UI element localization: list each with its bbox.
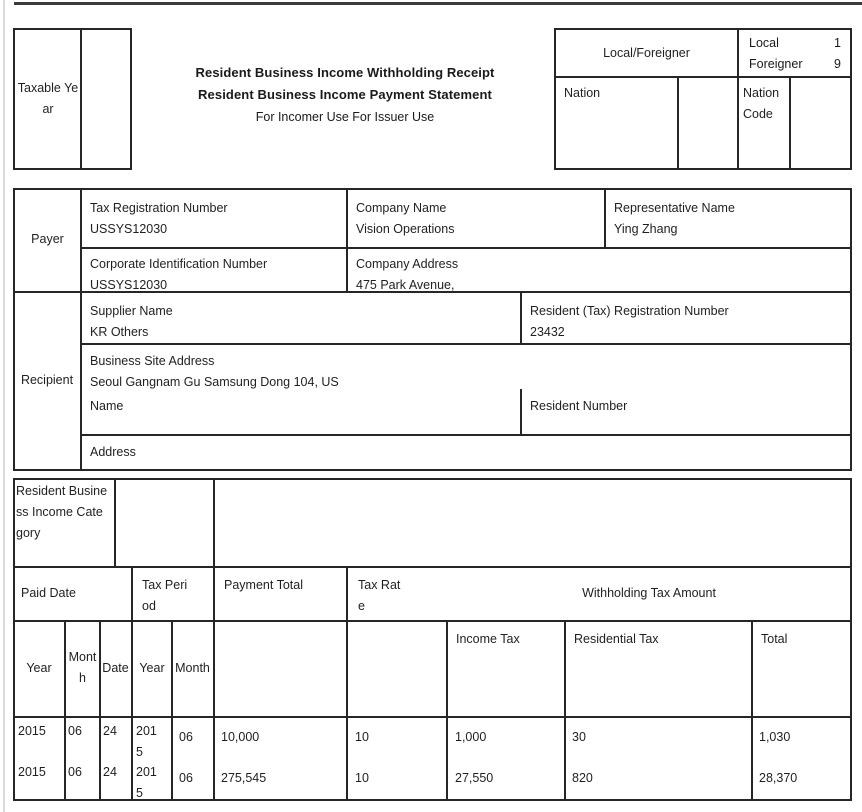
company-address-value[interactable]: 475 Park Avenue,: [356, 278, 455, 292]
cell-paid-year: 2015: [18, 724, 46, 738]
local-label: Local: [749, 36, 779, 50]
representative-name-field: [606, 193, 848, 247]
local-code: 1: [834, 36, 841, 50]
corporate-identification-number-value[interactable]: USSYS12030: [90, 278, 168, 292]
group-header-tax-rate: Tax Rate: [358, 578, 401, 613]
cell-payment-total: 275,545: [221, 771, 267, 785]
cell-total: 28,370: [759, 771, 798, 785]
cell-period-year: 2015: [136, 724, 157, 759]
representative-name-value[interactable]: Ying Zhang: [614, 222, 678, 236]
subheader-period-year: Year: [139, 660, 165, 675]
resident-number-label: Resident Number: [530, 399, 628, 413]
title-subtitle: For Incomer Use For Issuer Use: [255, 110, 435, 124]
col-divider-tax-period: [131, 566, 133, 799]
cell-paid-month: 06: [68, 724, 82, 738]
group-header-tax-period: Tax Period: [142, 578, 188, 613]
table-right-edge: [850, 566, 852, 799]
col-divider-tax-rate: [346, 566, 348, 799]
withholding-subheader-rule: [446, 620, 852, 622]
company-name-field: [348, 193, 602, 247]
cell-period-month: 06: [179, 771, 193, 785]
supplier-name-label: Supplier Name: [90, 304, 173, 318]
recipient-name-field: [82, 391, 518, 434]
representative-name-label: Representative Name: [614, 201, 735, 215]
cell-paid-date: 24: [103, 724, 117, 738]
recipient-name-label: Name: [90, 399, 124, 413]
company-name-label: Company Name: [356, 201, 447, 215]
business-site-address-label: Business Site Address: [90, 354, 215, 368]
corporate-identification-number-label: Corporate Identification Number: [90, 257, 268, 271]
cell-paid-month: 06: [68, 765, 82, 779]
category-block-right-edge: [850, 478, 852, 566]
nation-code-label: Nation Code: [743, 86, 780, 121]
payer-section-label: Payer: [31, 232, 64, 246]
category-description-value[interactable]: [215, 481, 848, 563]
tax-registration-number-value[interactable]: USSYS12030: [90, 222, 168, 236]
title-line-1: Resident Business Income Withholding Receipt: [195, 65, 495, 80]
resident-tax-registration-number-value[interactable]: 23432: [530, 325, 565, 339]
recipient-block-bottom-rule: [13, 469, 852, 471]
subheader-period-month: Month: [175, 660, 210, 675]
col-divider-paid-year: [64, 620, 66, 799]
business-site-address-value[interactable]: Seoul Gangnam Gu Samsung Dong 104, US: [90, 375, 339, 389]
title-line-2: Resident Business Income Payment Statement: [198, 87, 492, 102]
cell-total: 1,030: [759, 729, 791, 744]
recipient-address-field: [82, 437, 848, 469]
taxable-year-value[interactable]: [84, 28, 131, 170]
cell-payment-total: 10,000: [221, 729, 260, 744]
foreigner-code: 9: [834, 57, 841, 71]
subheader-residential-tax: Residential Tax: [574, 632, 659, 646]
cell-residential-tax: 820: [572, 771, 593, 785]
local-foreigner-header-label: Local/Foreigner: [603, 45, 690, 60]
recipient-row-divider-1: [81, 343, 850, 345]
company-address-field: [348, 249, 848, 291]
subheader-paid-date: Date: [102, 660, 129, 675]
recipient-row-divider-2: [81, 434, 850, 436]
cell-income-tax: 1,000: [455, 729, 487, 744]
cell-paid-year: 2015: [18, 765, 46, 779]
cell-tax-rate: 10: [355, 729, 369, 744]
taxable-year-label: Taxable Year: [17, 81, 79, 116]
recipient-section-label: Recipient: [20, 372, 74, 387]
cell-period-month: 06: [179, 729, 193, 744]
subheader-paid-year: Year: [26, 660, 52, 675]
payer-block-top-rule: [13, 188, 852, 190]
recipient-address-label: Address: [90, 445, 136, 459]
payer-block-right-edge: [850, 188, 852, 471]
supplier-name-field: [82, 296, 518, 343]
group-header-payment-total: Payment Total: [224, 578, 303, 592]
document-title: [140, 62, 550, 128]
cell-residential-tax: 30: [572, 729, 586, 744]
cell-paid-date: 24: [103, 765, 117, 779]
table-row: [18, 721, 60, 761]
tax-registration-number-field: [82, 193, 344, 247]
supplier-name-value[interactable]: KR Others: [90, 325, 149, 339]
company-address-label: Company Address: [356, 257, 459, 271]
subheader-paid-month: Month: [68, 650, 97, 685]
category-code-value[interactable]: [116, 481, 212, 563]
cell-tax-rate: 10: [355, 771, 369, 785]
cell-income-tax: 27,550: [455, 771, 494, 785]
business-site-address-field: [82, 346, 848, 390]
subheader-total: Total: [761, 632, 788, 646]
resident-number-field: [522, 391, 848, 434]
corporate-identification-number-field: [82, 249, 344, 291]
subheader-income-tax: Income Tax: [456, 632, 520, 646]
category-block-left-edge: [13, 478, 15, 566]
company-name-value[interactable]: Vision Operations: [356, 222, 455, 236]
foreigner-label: Foreigner: [749, 57, 803, 71]
taxable-year-divider: [80, 28, 82, 170]
nation-code-value[interactable]: [791, 78, 851, 168]
group-header-paid-date: Paid Date: [21, 585, 76, 600]
group-header-withholding-tax-amount: Withholding Tax Amount: [582, 585, 716, 600]
tax-registration-number-label: Tax Registration Number: [90, 201, 228, 215]
nation-label: Nation: [564, 86, 601, 100]
col-divider-payment-total: [213, 566, 215, 799]
resident-tax-registration-number-field: [522, 296, 848, 343]
category-label: Resident Business Income Category: [16, 484, 108, 540]
resident-tax-registration-number-label: Resident (Tax) Registration Number: [530, 304, 729, 318]
nation-value[interactable]: [679, 78, 737, 168]
category-row-top-rule: [13, 478, 852, 480]
cell-period-year: 2015: [136, 765, 157, 800]
local-foreigner-codes: [739, 33, 851, 75]
table-row: [18, 762, 60, 802]
